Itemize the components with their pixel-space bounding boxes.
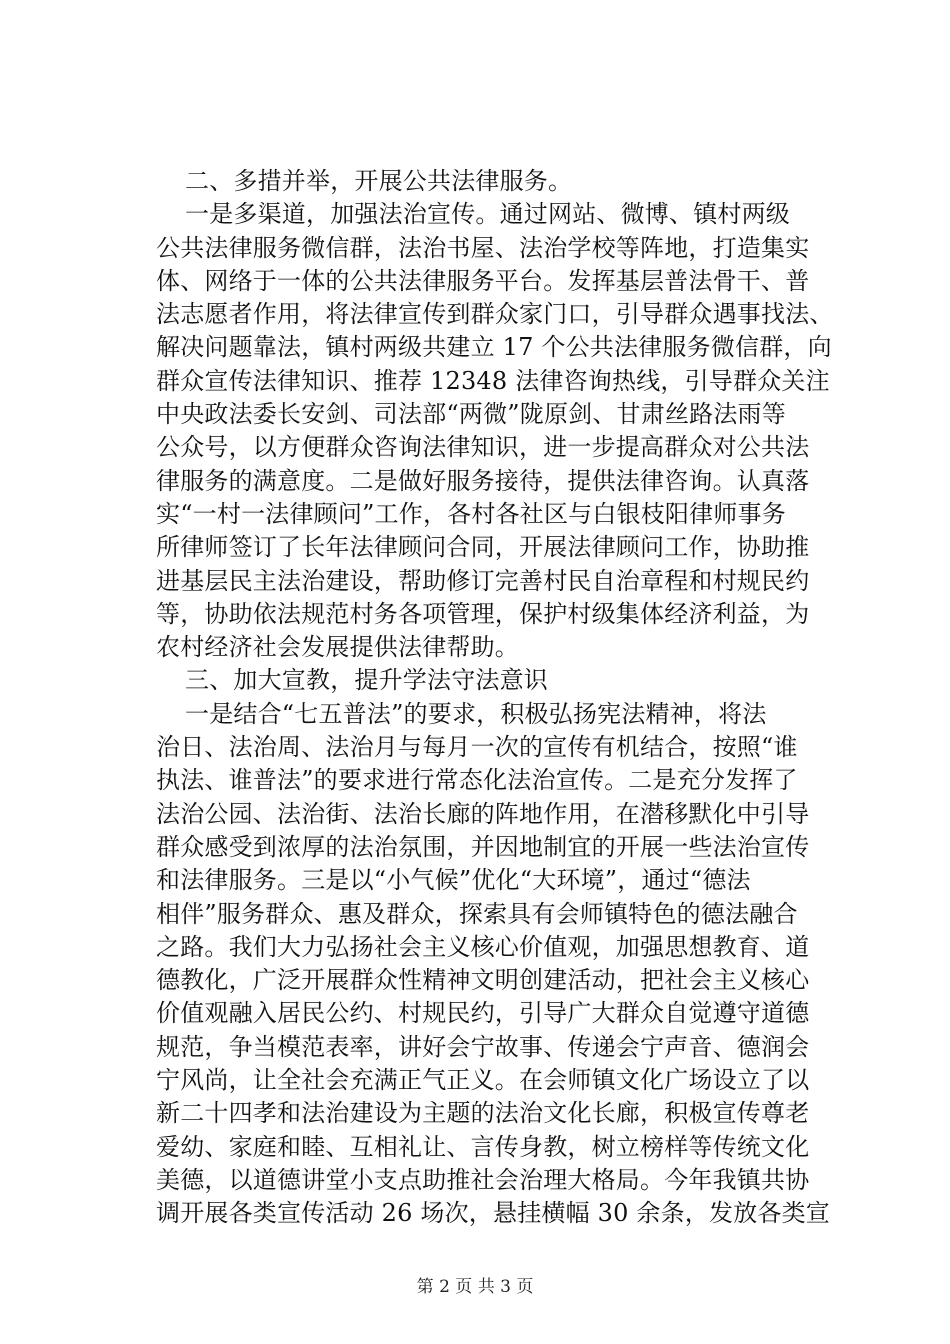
text-line: 爱幼、家庭和睦、互相礼让、言传身教，树立榜样等传统文化 (156, 1132, 810, 1161)
text-line: 群众宣传法律知识、推荐 12348 法律咨询热线，引导群众关注 (156, 366, 830, 395)
text-line: 法志愿者作用，将法律宣传到群众家门口，引导群众遇事找法、 (156, 300, 834, 329)
text-line: 美德，以道德讲堂小支点助推社会治理大格局。今年我镇共协 (156, 1165, 810, 1194)
text-line: 二、多措并举，开展公共法律服务。 (185, 167, 573, 195)
text-line: 宁风尚，让全社会充满正气正义。在会师镇文化广场设立了以 (156, 1066, 810, 1095)
section-heading (156, 165, 836, 198)
text-line: 治日、法治周、法治月与每月一次的宣传有机结合，按照“谁 (156, 733, 798, 762)
text-line: 之路。我们大力弘扬社会主义核心价值观，加强思想教育、道 (156, 932, 810, 961)
text-line: 三、加大宣教，提升学法守法意识 (185, 666, 548, 695)
text-line: 一是结合“七五普法”的要求，积极弘扬宪法精神，将法 (185, 699, 767, 728)
text-line: 进基层民主法治建设，帮助修订完善村民自治章程和村规民约 (156, 566, 810, 595)
text-line: 等，协助依法规范村务各项管理，保护村级集体经济利益，为 (156, 599, 810, 628)
text-line: 相伴”服务群众、惠及群众，探索具有会师镇特色的德法融合 (156, 899, 798, 928)
text-line: 规范，争当模范表率，讲好会宁故事、传递会宁声音、德润会 (156, 1032, 810, 1061)
text-line: 一是多渠道，加强法治宣传。通过网站、微博、镇村两级 (185, 200, 790, 229)
text-line: 公众号，以方便群众咨询法律知识，进一步提高群众对公共法 (156, 433, 810, 462)
text-line: 农村经济社会发展提供法律帮助。 (156, 633, 519, 662)
paragraph (156, 698, 836, 1231)
page-number: 第 2 页 共 3 页 (416, 1277, 534, 1297)
text-line: 调开展各类宣传活动 26 场次，悬挂横幅 30 余条，发放各类宣 (156, 1199, 830, 1228)
text-line: 所律师签订了长年法律顾问合同，开展法律顾问工作，协助推 (156, 533, 810, 562)
text-line: 德教化，广泛开展群众性精神文明创建活动，把社会主义核心 (156, 966, 810, 995)
text-line: 法治公园、法治街、法治长廊的阵地作用，在潜移默化中引导 (156, 799, 810, 828)
text-line: 律服务的满意度。二是做好服务接待，提供法律咨询。认真落 (156, 466, 810, 495)
text-line: 体、网络于一体的公共法律服务平台。发挥基层普法骨干、普 (156, 266, 810, 295)
text-line: 实“一村一法律顾问”工作，各村各社区与白银枝阳律师事务 (156, 499, 786, 528)
section-heading (156, 664, 836, 697)
document-body (156, 165, 836, 1231)
text-line: 新二十四孝和法治建设为主题的法治文化长廊，积极宣传尊老 (156, 1099, 810, 1128)
text-line: 公共法律服务微信群，法治书屋、法治学校等阵地，打造集实 (156, 233, 810, 262)
text-line: 群众感受到浓厚的法治氛围，并因地制宜的开展一些法治宣传 (156, 832, 810, 861)
text-line: 价值观融入居民公约、村规民约，引导广大群众自觉遵守道德 (156, 999, 810, 1028)
text-line: 和法律服务。三是以“小气候”优化“大环境”，通过“德法 (156, 866, 751, 895)
text-line: 执法、谁普法”的要求进行常态化法治宣传。二是充分发挥了 (156, 766, 798, 795)
paragraph (156, 198, 836, 664)
text-line: 中央政法委长安剑、司法部“两微”陇原剑、甘肃丝路法雨等 (156, 400, 786, 429)
text-line: 解决问题靠法，镇村两级共建立 17 个公共法律服务微信群，向 (156, 333, 832, 362)
